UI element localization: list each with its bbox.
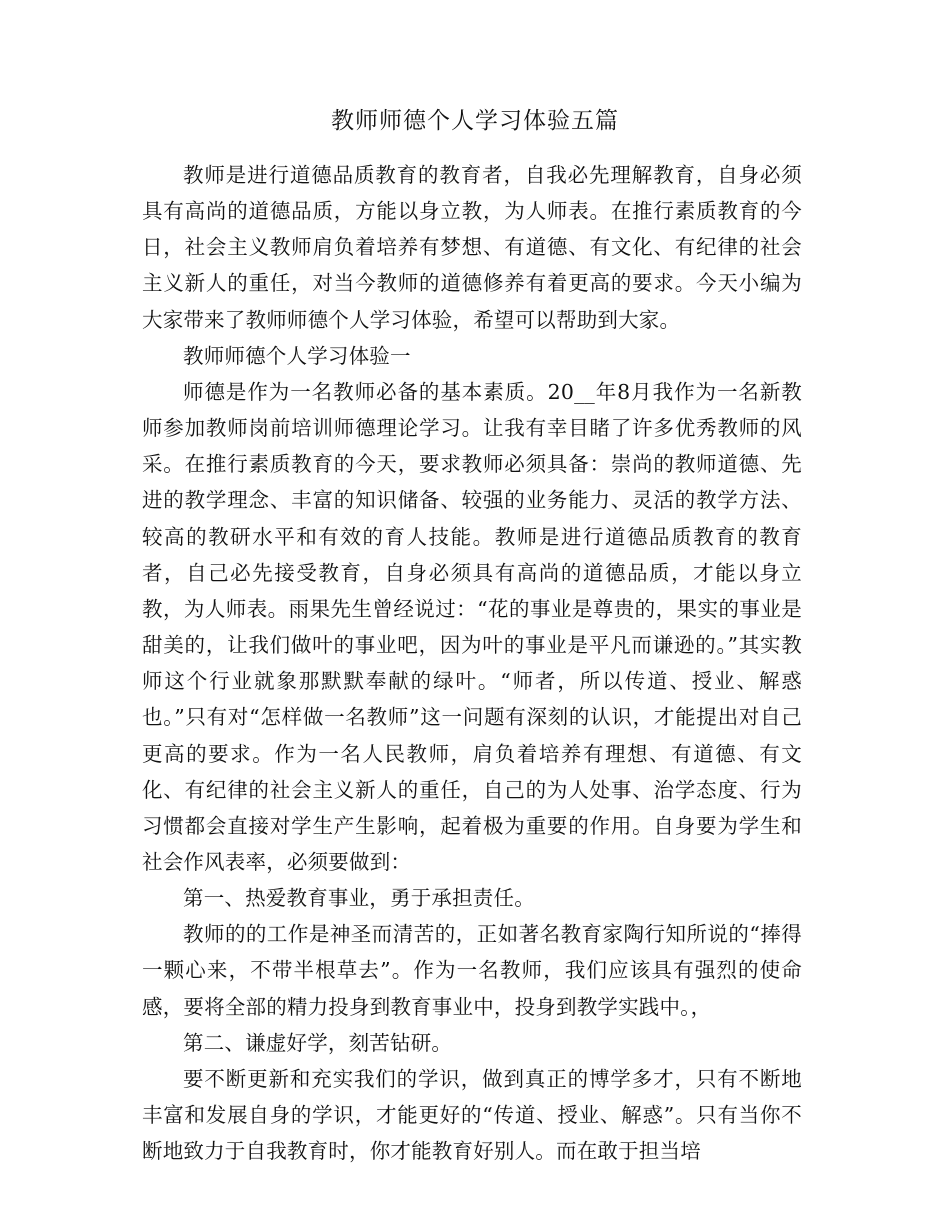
paragraph-point-first: 教师的的工作是神圣而清苦的，正如著名教育家陶行知所说的“捧得一颗心来，不带半根草去”。作为一名教师，我们应该具有强烈的使命感，要将全部的精力投身到教育事业中，投身到教学实践中。，	[142, 922, 802, 1019]
paragraph-point-second: 要不断更新和充实我们的学识，做到真正的博学多才，只有不断地丰富和发展自身的学识，才能更好的“传道、授业、解惑”。只有当你不断地致力于自我教育时，你才能教育好别人。而在敢于担当培	[142, 1066, 802, 1164]
document-title: 教师师德个人学习体验五篇	[331, 108, 619, 134]
paragraph-intro: 教师是进行道德品质教育的教育者，自我必先理解教育，自身必须具有高尚的道德品质，方能以身立教，为人师表。在推行素质教育的今日，社会主义教师肩负着培养有梦想、有道德、有文化、有纪律的社会主义新人的重任，对当今教师的道德修养有着更高的要求。今天小编为大家带来了教师师德个人学习体验，希望可以帮助到大家。	[142, 163, 802, 332]
point-heading-first: 第一、热爱教育事业，勇于承担责任。	[183, 886, 535, 911]
point-heading-second: 第二、谦虚好学，刻苦钻研。	[183, 1030, 453, 1055]
section-heading-one: 教师师德个人学习体验一	[183, 343, 411, 368]
paragraph-section-one: 师德是作为一名教师必备的基本素质。20__年8月我作为一名新教师参加教师岗前培训师德理论学习。让我有幸目睹了许多优秀教师的风采。在推行素质教育的今天，要求教师必须具备：崇尚的教师道德、先进的教学理念、丰富的知识储备、较强的业务能力、灵活的教学方法、较高的教研水平和有效的育人技能。教师是进行道德品质教育的教育者，自己必先接受教育，自身必须具有高尚的道德品质，才能以身立教，为人师表。雨果先生曾经说过：“花的事业是尊贵的，果实的事业是甜美的，让我们做叶的事业吧，因为叶的事业是平凡而谦逊的。”其实教师这个行业就象那默默奉献的绿叶。“师者，所以传道、授业、解惑也。”只有对“怎样做一名教师”这一问题有深刻的认识，才能提出对自己更高的要求。作为一名人民教师，肩负着培养有理想、有道德、有文化、有纪律的社会主义新人的重任，自己的为人处事、治学态度、行为习惯都会直接对学生产生影响，起着极为重要的作用。自身要为学生和社会作风表率，必须要做到：	[142, 379, 802, 874]
document-body	[142, 157, 802, 1169]
